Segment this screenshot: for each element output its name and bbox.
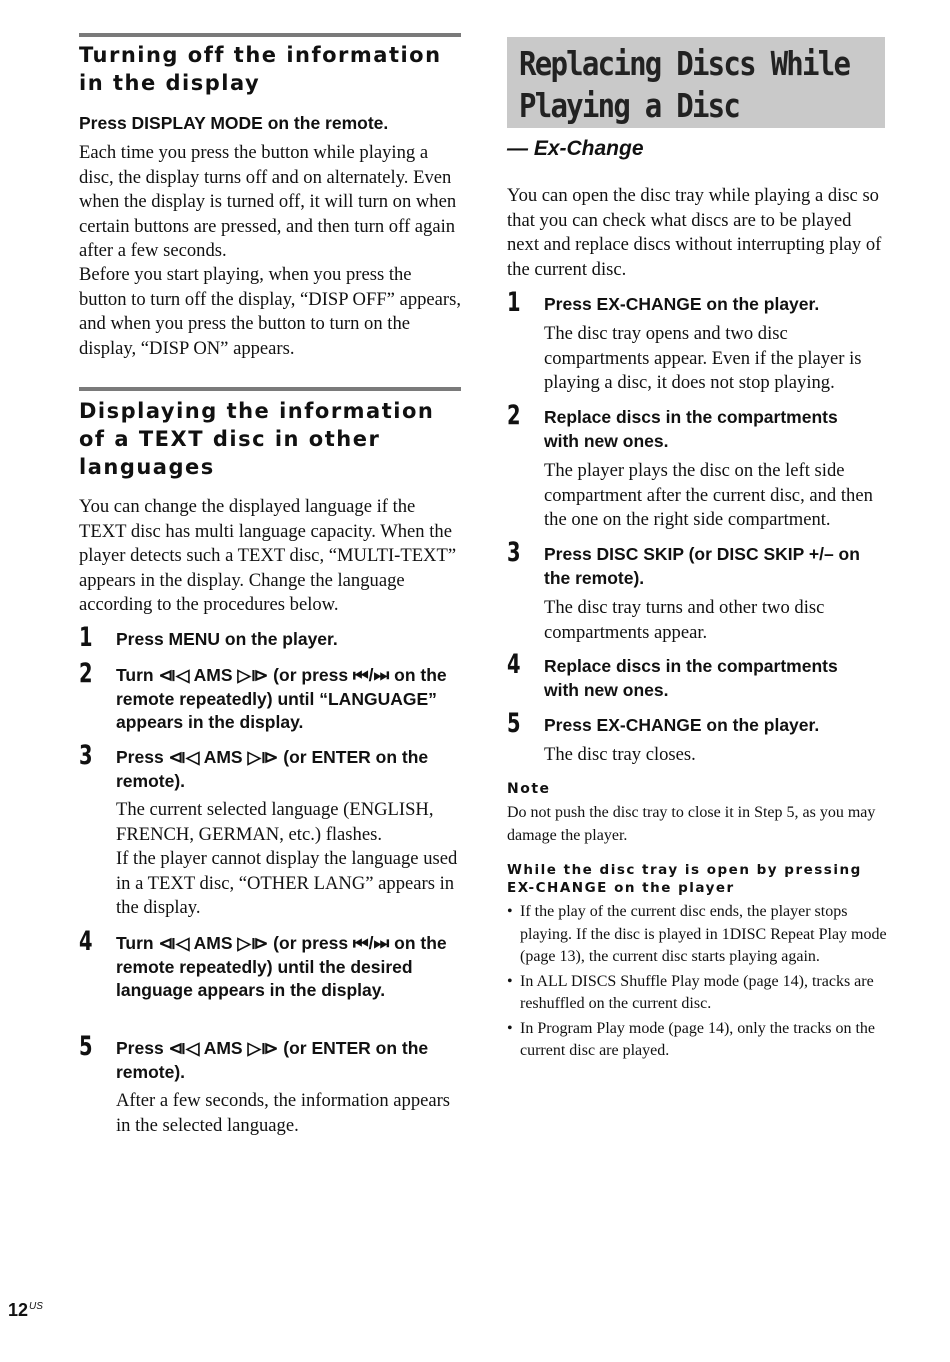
list-item xyxy=(507,901,889,969)
bullet-text: In ALL DISCS Shuffle Play mode (page 14), tracks are reshuffled on the current disc. xyxy=(520,972,874,1012)
section-rule xyxy=(79,33,461,37)
list-item xyxy=(507,971,889,1016)
page-number-suffix: US xyxy=(29,1301,43,1312)
bullet-text: In Program Play mode (page 14), only the tracks on the current disc are played. xyxy=(520,1019,876,1059)
step-description: The current selected language (ENGLISH, FRENCH, GERMAN, etc.) flashes. xyxy=(116,799,434,845)
page-title-line-1: Replacing Discs While xyxy=(519,44,850,83)
step-instruction: Press DISC SKIP (or DISC SKIP +/– on the remote). xyxy=(544,544,860,588)
step-description: If the player cannot display the language used in a TEXT disc, “OTHER LANG” appears in the display. xyxy=(116,848,458,918)
page-title xyxy=(519,43,849,127)
step-instruction: Press ⧏◁ AMS ▷⧐ (or ENTER on the remote). xyxy=(116,1038,429,1082)
page-title-line-2: Playing a Disc xyxy=(519,86,740,125)
step-instruction: Press EX-CHANGE on the player. xyxy=(544,294,820,314)
step-description: The player plays the disc on the left side compartment after the current disc, and then the one on the right side compartment. xyxy=(544,460,873,530)
step-instruction: Turn ⧏◁ AMS ▷⧐ (or press ⏮/⏭ on the remote repeatedly) until the desired language appears in the display. xyxy=(116,933,447,1000)
bullet-icon: • xyxy=(507,972,513,990)
body-text-display-toggle: Each time you press the button while playing a disc, the display turns off and on alternately. Even when the display is turned off, it will turn on when certain buttons are pressed, and then turn off again after a few seconds. xyxy=(79,142,457,261)
step-number: 5 xyxy=(79,1031,93,1062)
bullet-icon: • xyxy=(507,1019,513,1037)
step-number: 1 xyxy=(507,287,521,318)
step-number: 2 xyxy=(79,658,93,689)
body-text-language-intro: You can change the displayed language if the TEXT disc has multi language capacity. When the player detects such a TEXT disc, “MULTI-TEXT” appears in the display. Change the language according to the procedures below. xyxy=(79,496,457,615)
step-number: 4 xyxy=(79,926,93,957)
instruction-display-mode: Press DISPLAY MODE on the remote. xyxy=(79,113,389,133)
step-instruction: Press MENU on the player. xyxy=(116,629,338,649)
section-heading-display-off: Turning off the information in the display xyxy=(79,43,442,95)
step-number: 2 xyxy=(507,400,521,431)
section-heading-text-languages: Displaying the information of a TEXT disc in other languages xyxy=(79,399,435,479)
note-text: Do not push the disc tray to close it in Step 5, as you may damage the player. xyxy=(507,804,876,844)
list-item xyxy=(507,1018,889,1063)
page-subtitle: — Ex-Change xyxy=(507,137,644,160)
step-number: 4 xyxy=(507,649,521,680)
bullet-icon: • xyxy=(507,903,513,920)
step-description: The disc tray closes. xyxy=(544,744,696,765)
page-number xyxy=(8,1300,43,1321)
step-number: 3 xyxy=(79,740,93,771)
bullet-text: If the play of the current disc ends, the player stops playing. If the disc is played in 1DISC Repeat Play mode (page 13), the current disc starts playing again. xyxy=(520,903,887,965)
step-description: The disc tray opens and two disc compartments appear. Even if the player is playing a disc, it does not stop playing. xyxy=(544,323,862,393)
step-number: 3 xyxy=(507,537,521,568)
section-rule xyxy=(79,387,461,391)
step-number: 1 xyxy=(79,622,93,653)
body-text-exchange-intro: You can open the disc tray while playing a disc so that you can check what discs are to be played next and replace discs without interrupting play of the current disc. xyxy=(507,185,882,280)
tray-open-bullet-list xyxy=(507,901,889,1065)
step-description: After a few seconds, the information appears in the selected language. xyxy=(116,1090,451,1136)
step-description: The disc tray turns and other two disc compartments appear. xyxy=(544,597,825,643)
step-instruction: Turn ⧏◁ AMS ▷⧐ (or press ⏮/⏭ on the remote repeatedly) until “LANGUAGE” appears in the display. xyxy=(116,665,447,732)
note-heading: Note xyxy=(507,781,551,797)
body-text-disp-off: Before you start playing, when you press the button to turn off the display, “DISP OFF” appears, and when you press the button to turn on the display, “DISP ON” appears. xyxy=(79,264,461,359)
step-instruction: Replace discs in the compartments with new ones. xyxy=(544,656,838,700)
step-instruction: Replace discs in the compartments with new ones. xyxy=(544,407,838,451)
tray-open-heading: While the disc tray is open by pressing EX-CHANGE on the player xyxy=(507,862,862,896)
page-number-value: 12 xyxy=(8,1300,29,1320)
title-banner xyxy=(507,37,885,128)
step-instruction: Press ⧏◁ AMS ▷⧐ (or ENTER on the remote). xyxy=(116,747,429,791)
step-number: 5 xyxy=(507,708,521,739)
step-instruction: Press EX-CHANGE on the player. xyxy=(544,715,820,735)
